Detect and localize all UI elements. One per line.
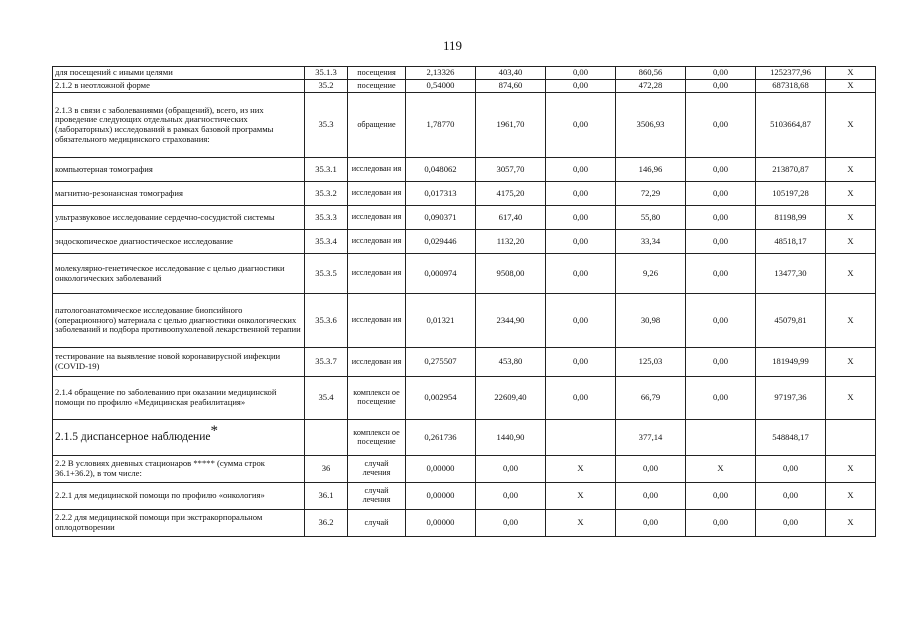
cell-share: Х [826, 67, 876, 80]
cell-name [53, 67, 305, 80]
cell-unit: обращение [348, 93, 406, 158]
table-row [53, 254, 876, 294]
cell-unit: случай лечения [348, 483, 406, 510]
cell-unit: исследован ия [348, 158, 406, 182]
cell-unit: посещения [348, 67, 406, 80]
cell-volume-norm: 0,275507 [406, 348, 476, 377]
cell-oms-per-capita: 0,00 [616, 510, 686, 537]
cell-budget-total: 0,00 [686, 230, 756, 254]
cell-cost-norm: 0,00 [476, 510, 546, 537]
table-row [53, 230, 876, 254]
cell-oms-total: 1252377,96 [756, 67, 826, 80]
cell-unit: исследован ия [348, 254, 406, 294]
cell-oms-total: 0,00 [756, 483, 826, 510]
page-number: 119 [442, 38, 463, 53]
table-row [53, 80, 876, 93]
cell-share: Х [826, 80, 876, 93]
table-row [53, 483, 876, 510]
cell-name [53, 510, 305, 537]
cell-unit: случай [348, 510, 406, 537]
cell-budget-total: 0,00 [686, 80, 756, 93]
cell-budget-total: 0,00 [686, 348, 756, 377]
cell-cost-norm: 1440,90 [476, 420, 546, 456]
cell-unit: комплексн ое посещение [348, 420, 406, 456]
cell-unit: исследован ия [348, 182, 406, 206]
cell-cost-norm: 617,40 [476, 206, 546, 230]
cell-oms-total: 13477,30 [756, 254, 826, 294]
cell-oms-per-capita: 3506,93 [616, 93, 686, 158]
cell-name [53, 230, 305, 254]
table-row [53, 456, 876, 483]
cell-oms-per-capita: 72,29 [616, 182, 686, 206]
cell-budget-per-capita: 0,00 [546, 254, 616, 294]
row-label: 2.1.2 в неотложной форме [55, 80, 150, 91]
cell-share: Х [826, 510, 876, 537]
cell-budget-per-capita: 0,00 [546, 294, 616, 348]
cell-oms-total: 181949,99 [756, 348, 826, 377]
cell-share: Х [826, 348, 876, 377]
cell-unit: исследован ия [348, 230, 406, 254]
cell-code: 35.3.4 [305, 230, 348, 254]
cell-code: 35.3.5 [305, 254, 348, 294]
cell-budget-total: 0,00 [686, 510, 756, 537]
cell-oms-total: 97197,36 [756, 377, 826, 420]
cell-oms-total: 81198,99 [756, 206, 826, 230]
cell-oms-per-capita: 0,00 [616, 456, 686, 483]
table-row [53, 93, 876, 158]
cell-oms-total: 548848,17 [756, 420, 826, 456]
cell-cost-norm: 0,00 [476, 483, 546, 510]
cell-oms-per-capita: 0,00 [616, 483, 686, 510]
cell-volume-norm: 2,13326 [406, 67, 476, 80]
cell-budget-total: 0,00 [686, 67, 756, 80]
cell-budget-per-capita: 0,00 [546, 80, 616, 93]
cell-volume-norm: 0,029446 [406, 230, 476, 254]
cell-oms-per-capita: 860,56 [616, 67, 686, 80]
cell-cost-norm: 22609,40 [476, 377, 546, 420]
cell-oms-total: 0,00 [756, 510, 826, 537]
cell-code: 36.1 [305, 483, 348, 510]
cell-cost-norm: 2344,90 [476, 294, 546, 348]
cell-volume-norm: 0,002954 [406, 377, 476, 420]
row-label: для посещений с иными целями [55, 67, 173, 78]
cell-budget-total: 0,00 [686, 182, 756, 206]
row-label: компьютерная томография [55, 163, 153, 174]
cell-budget-per-capita: 0,00 [546, 158, 616, 182]
cell-share: Х [826, 93, 876, 158]
cell-code: 35.3.2 [305, 182, 348, 206]
cell-unit: исследован ия [348, 348, 406, 377]
row-label: патологоанатомическое исследование биопсийного (операционного) материала с целью диагностики онкологических заболеваний и подбора противоопухолевой лекарственной терапии [55, 305, 301, 335]
cell-volume-norm: 0,00000 [406, 510, 476, 537]
cell-oms-total: 0,00 [756, 456, 826, 483]
cell-budget-total [686, 420, 756, 456]
row-label: магнитно-резонансная томография [55, 187, 183, 198]
row-label: 2.1.3 в связи с заболеваниями (обращений), всего, из них проведение следующих отдельных диагностических (лабораторных) исследований в рамках базовой программы обязательного медицинского страхования: [55, 104, 274, 144]
cell-code: 36.2 [305, 510, 348, 537]
cell-name [53, 182, 305, 206]
cell-volume-norm: 0,00000 [406, 456, 476, 483]
table-row [53, 510, 876, 537]
cell-code: 35.3 [305, 93, 348, 158]
cell-cost-norm: 1132,20 [476, 230, 546, 254]
cell-share: Х [826, 254, 876, 294]
cell-budget-per-capita: 0,00 [546, 206, 616, 230]
cell-oms-total: 687318,68 [756, 80, 826, 93]
cell-oms-total: 45079,81 [756, 294, 826, 348]
cell-volume-norm: 0,017313 [406, 182, 476, 206]
cell-unit: случай лечения [348, 456, 406, 483]
table-row [53, 377, 876, 420]
cell-name [53, 80, 305, 93]
cell-oms-per-capita: 472,28 [616, 80, 686, 93]
cell-name [53, 456, 305, 483]
cell-oms-total: 48518,17 [756, 230, 826, 254]
cell-oms-total: 5103664,87 [756, 93, 826, 158]
cell-name [53, 206, 305, 230]
cell-name [53, 158, 305, 182]
cell-budget-per-capita: 0,00 [546, 93, 616, 158]
table-row [53, 67, 876, 80]
cell-volume-norm: 1,78770 [406, 93, 476, 158]
cell-share: Х [826, 158, 876, 182]
cell-budget-per-capita: 0,00 [546, 348, 616, 377]
row-label: 2.2.1 для медицинской помощи по профилю «онкология» [55, 490, 265, 501]
cell-budget-per-capita: Х [546, 456, 616, 483]
cell-cost-norm: 403,40 [476, 67, 546, 80]
cell-name [53, 254, 305, 294]
cell-code: 35.2 [305, 80, 348, 93]
cell-share: Х [826, 456, 876, 483]
cell-volume-norm: 0,090371 [406, 206, 476, 230]
cell-budget-total: Х [686, 456, 756, 483]
cell-code: 36 [305, 456, 348, 483]
cell-share: Х [826, 294, 876, 348]
table-row [53, 158, 876, 182]
cell-code [305, 420, 348, 456]
cell-code: 35.3.1 [305, 158, 348, 182]
footnote-star: * [210, 423, 218, 440]
row-label: 2.2 В условиях дневных стационаров ***** (сумма строк 36.1+36.2), в том числе: [55, 458, 265, 478]
cell-code: 35.3.6 [305, 294, 348, 348]
cell-name [53, 348, 305, 377]
cell-code: 35.1.3 [305, 67, 348, 80]
row-label: 2.2.2 для медицинской помощи при экстракорпоральном оплодотворении [55, 512, 263, 532]
cell-volume-norm: 0,048062 [406, 158, 476, 182]
cell-share: Х [826, 377, 876, 420]
row-label: ультразвуковое исследование сердечно-сосудистой системы [55, 211, 275, 222]
cell-volume-norm: 0,54000 [406, 80, 476, 93]
cell-unit: исследован ия [348, 206, 406, 230]
cell-cost-norm: 1961,70 [476, 93, 546, 158]
cell-unit: посещение [348, 80, 406, 93]
cell-budget-total: 0,00 [686, 254, 756, 294]
cell-name [53, 420, 305, 456]
row-label: 2.1.5 диспансерное наблюдение [55, 431, 211, 444]
cell-budget-per-capita: Х [546, 510, 616, 537]
cell-cost-norm: 4175,20 [476, 182, 546, 206]
cell-code: 35.3.3 [305, 206, 348, 230]
row-label: молекулярно-генетическое исследование с целью диагностики онкологических заболеваний [55, 262, 285, 283]
cell-name [53, 483, 305, 510]
cell-budget-per-capita: 0,00 [546, 67, 616, 80]
table-row [53, 348, 876, 377]
cell-cost-norm: 9508,00 [476, 254, 546, 294]
cell-cost-norm: 453,80 [476, 348, 546, 377]
table-row [53, 420, 876, 456]
cell-name [53, 377, 305, 420]
table-row [53, 206, 876, 230]
cell-budget-per-capita [546, 420, 616, 456]
cell-oms-per-capita: 66,79 [616, 377, 686, 420]
cell-unit: исследован ия [348, 294, 406, 348]
table-body [53, 67, 876, 537]
cell-share: Х [826, 206, 876, 230]
cell-code: 35.4 [305, 377, 348, 420]
cell-budget-per-capita: 0,00 [546, 182, 616, 206]
cell-unit: комплексн ое посещение [348, 377, 406, 420]
cell-oms-per-capita: 55,80 [616, 206, 686, 230]
cell-code: 35.3.7 [305, 348, 348, 377]
cell-budget-total: 0,00 [686, 483, 756, 510]
cell-share [826, 420, 876, 456]
cell-oms-per-capita: 9,26 [616, 254, 686, 294]
cell-budget-total: 0,00 [686, 377, 756, 420]
cell-oms-total: 105197,28 [756, 182, 826, 206]
financing-table [52, 66, 876, 537]
cell-cost-norm: 874,60 [476, 80, 546, 93]
cell-budget-total: 0,00 [686, 206, 756, 230]
row-label: тестирование на выявление новой коронавирусной инфекции (COVID-19) [55, 351, 281, 371]
cell-cost-norm: 0,00 [476, 456, 546, 483]
cell-budget-total: 0,00 [686, 294, 756, 348]
cell-oms-per-capita: 377,14 [616, 420, 686, 456]
cell-share: Х [826, 230, 876, 254]
cell-budget-total: 0,00 [686, 158, 756, 182]
cell-budget-total: 0,00 [686, 93, 756, 158]
cell-budget-per-capita: 0,00 [546, 230, 616, 254]
row-label: 2.1.4 обращение по заболеванию при оказании медицинской помощи по профилю «Медицинская реабилитация» [55, 387, 277, 407]
cell-name [53, 294, 305, 348]
row-label: эндоскопическое диагностическое исследование [55, 235, 234, 246]
cell-oms-per-capita: 33,34 [616, 230, 686, 254]
cell-share: Х [826, 483, 876, 510]
cell-budget-per-capita: 0,00 [546, 377, 616, 420]
cell-share: Х [826, 182, 876, 206]
cell-oms-per-capita: 125,03 [616, 348, 686, 377]
cell-oms-per-capita: 146,96 [616, 158, 686, 182]
table-row [53, 294, 876, 348]
cell-cost-norm: 3057,70 [476, 158, 546, 182]
cell-name [53, 93, 305, 158]
cell-volume-norm: 0,01321 [406, 294, 476, 348]
table-row [53, 182, 876, 206]
cell-oms-per-capita: 30,98 [616, 294, 686, 348]
cell-budget-per-capita: Х [546, 483, 616, 510]
cell-volume-norm: 0,00000 [406, 483, 476, 510]
cell-volume-norm: 0,261736 [406, 420, 476, 456]
cell-volume-norm: 0,000974 [406, 254, 476, 294]
cell-oms-total: 213870,87 [756, 158, 826, 182]
